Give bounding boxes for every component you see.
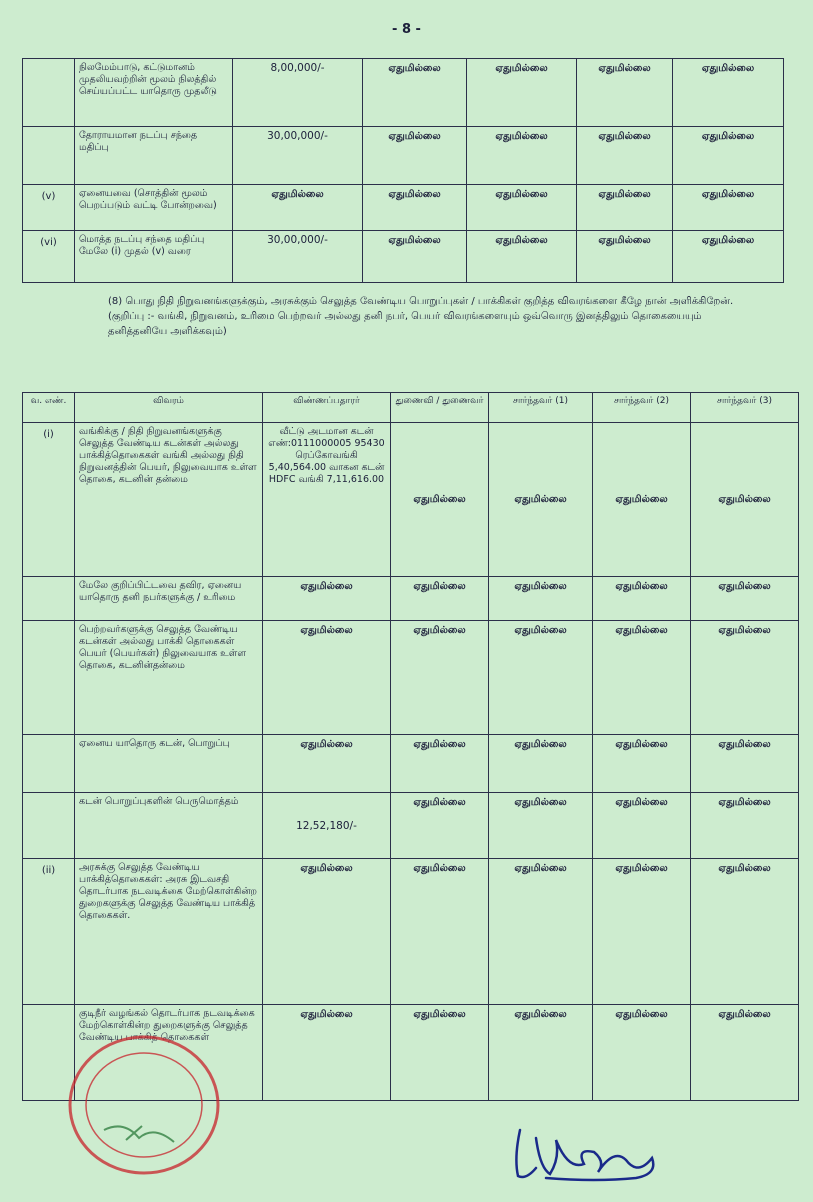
note-line: (8) பொது நிதி நிறுவனங்களுக்கும், அரசுக்கும் செலுத்த வேண்டிய பொறுப்புகள் / பாக்கிகள் குறித்த விவரங்களை கீழே நான் அளிக்கிறேன்.: [108, 296, 734, 307]
official-seal-stamp: [64, 1030, 224, 1180]
table-row: தோராயமான நடப்பு சந்தை மதிப்பு 30,00,000/- ஏதுமில்லை ஏதுமில்லை ஏதுமில்லை ஏதுமில்லை: [23, 127, 784, 185]
applicant-value: வீட்டு அடமான கடன் எண்:0111000005 95430 ரெப்கோவங்கி 5,40,564.00 வாகன கடன் HDFC வங்கி 7,11,616.00: [263, 423, 391, 577]
applicant-value: 8,00,000/-: [233, 59, 363, 127]
table-row: பெற்றவர்களுக்கு செலுத்த வேண்டிய கடன்கள் அல்லது பாக்கி தொகைகள் பெயர் (பெயர்கள்) நிலுவையாக உள்ள தொகை, கடனின்தன்மை ஏதுமில்லை ஏதுமில்லை ஏதுமில்லை ஏதுமில்லை ஏதுமில்லை: [23, 621, 799, 735]
applicant-value: 30,00,000/-: [233, 127, 363, 185]
signature: [506, 1118, 666, 1188]
table-header-row: [23, 393, 799, 423]
row-description: நிலமேம்பாடு, கட்டுமானம் முதலியவற்றின் மூலம் நிலத்தில் செய்யப்பட்ட யாதொரு முதலீடு: [75, 59, 233, 127]
note-line: (குறிப்பு :- வங்கி, நிறுவனம், உரிமை பெற்றவர் அல்லது தனி நபர், பெயர் விவரங்களையும் ஒவ்வொரு இனத்திலும் தொகையையும் தனித்தனியே அளிக்கவும்): [108, 311, 702, 337]
table-row: (v) ஏனையவை (சொத்தின் மூலம் பெறப்படும் வட்டி போன்றவை) ஏதுமில்லை ஏதுமில்லை ஏதுமில்லை ஏதுமில்லை ஏதுமில்லை: [23, 185, 784, 231]
applicant-value: ஏதுமில்லை: [263, 735, 391, 793]
applicant-value: ஏதுமில்லை: [263, 621, 391, 735]
row-description: ஏனையவை (சொத்தின் மூலம் பெறப்படும் வட்டி போன்றவை): [75, 185, 233, 231]
column-header: சார்ந்தவர் (2): [593, 393, 691, 423]
table-row: கடன் பொறுப்புகளின் பெருமொத்தம் 12,52,180/- ஏதுமில்லை ஏதுமில்லை ஏதுமில்லை ஏதுமில்லை: [23, 793, 799, 859]
column-header: வ. எண்.: [23, 393, 75, 423]
applicant-value: ஏதுமில்லை: [233, 185, 363, 231]
row-description: கடன் பொறுப்புகளின் பெருமொத்தம்: [75, 793, 263, 859]
table-row: (vi) மொத்த நடப்பு சந்தை மதிப்பு மேலே (i) முதல் (v) வரை 30,00,000/- ஏதுமில்லை ஏதுமில்லை ஏதுமில்லை ஏதுமில்லை: [23, 231, 784, 283]
applicant-value: 30,00,000/-: [233, 231, 363, 283]
applicant-value: 12,52,180/-: [263, 793, 391, 859]
table-row: (ii) அரசுக்கு செலுத்த வேண்டிய பாக்கித்தொகைகள்: அரசு இடவசதி தொடர்பாக நடவடிக்கை மேற்கொள்கின்ற துறைகளுக்கு செலுத்த வேண்டிய பாக்கித் தொகைகள். ஏதுமில்லை ஏதுமில்லை ஏதுமில்லை ஏதுமில்லை ஏதுமில்லை: [23, 859, 799, 1005]
column-header: விண்ணப்பதாரர்: [263, 393, 391, 423]
row-description: அரசுக்கு செலுத்த வேண்டிய பாக்கித்தொகைகள்: அரசு இடவசதி தொடர்பாக நடவடிக்கை மேற்கொள்கின்ற துறைகளுக்கு செலுத்த வேண்டிய பாக்கித் தொகைகள்.: [75, 859, 263, 1005]
row-description: குடிநீர் வழங்கல் தொடர்பாக நடவடிக்கை மேற்கொள்கின்ற துறைகளுக்கு செலுத்த வேண்டிய பாக்கித் தொகைகள்: [75, 1005, 263, 1101]
page-number: - 8 -: [392, 22, 421, 37]
table-row: ஏனைய யாதொரு கடன், பொறுப்பு ஏதுமில்லை ஏதுமில்லை ஏதுமில்லை ஏதுமில்லை ஏதுமில்லை: [23, 735, 799, 793]
column-header: விவரம்: [75, 393, 263, 423]
table-row: (i) வங்கிக்கு / நிதி நிறுவனங்களுக்கு செலுத்த வேண்டிய கடன்கள் அல்லது பாக்கித்தொகைகள் வங்கி அல்லது நிதி நிறுவனத்தின் பெயர், நிலுவையாக உள்ள தொகை, கடனின் தன்மை வீட்டு அடமான கடன் எண்:0111000005 95430 ரெப்கோவங்கி 5,40,564.00 வாகன கடன் HDFC வங்கி 7,11,616.00 ஏதுமில்லை ஏதுமில்லை ஏதுமில்லை ஏதுமில்லை: [23, 423, 799, 577]
assets-table: [22, 58, 784, 283]
column-header: துணைவி / துணைவர்: [391, 393, 489, 423]
table-row: நிலமேம்பாடு, கட்டுமானம் முதலியவற்றின் மூலம் நிலத்தில் செய்யப்பட்ட யாதொரு முதலீடு 8,00,000/- ஏதுமில்லை ஏதுமில்லை ஏதுமில்லை ஏதுமில்லை: [23, 59, 784, 127]
column-header: சார்ந்தவர் (3): [691, 393, 799, 423]
table-row: மேலே குறிப்பிட்டவை தவிர, ஏனைய யாதொரு தனி நபர்களுக்கு / உரிமை ஏதுமில்லை ஏதுமில்லை ஏதுமில்லை ஏதுமில்லை ஏதுமில்லை: [23, 577, 799, 621]
applicant-value: ஏதுமில்லை: [263, 859, 391, 1005]
row-description: மொத்த நடப்பு சந்தை மதிப்பு மேலே (i) முதல் (v) வரை: [75, 231, 233, 283]
liabilities-note: [100, 294, 750, 339]
applicant-value: ஏதுமில்லை: [263, 577, 391, 621]
row-description: தோராயமான நடப்பு சந்தை மதிப்பு: [75, 127, 233, 185]
applicant-value: ஏதுமில்லை: [263, 1005, 391, 1101]
row-description: வங்கிக்கு / நிதி நிறுவனங்களுக்கு செலுத்த வேண்டிய கடன்கள் அல்லது பாக்கித்தொகைகள் வங்கி அல்லது நிதி நிறுவனத்தின் பெயர், நிலுவையாக உள்ள தொகை, கடனின் தன்மை: [75, 423, 263, 577]
table-row: குடிநீர் வழங்கல் தொடர்பாக நடவடிக்கை மேற்கொள்கின்ற துறைகளுக்கு செலுத்த வேண்டிய பாக்கித் தொகைகள் ஏதுமில்லை ஏதுமில்லை ஏதுமில்லை ஏதுமில்லை ஏதுமில்லை: [23, 1005, 799, 1101]
column-header: சார்ந்தவர் (1): [489, 393, 593, 423]
row-description: மேலே குறிப்பிட்டவை தவிர, ஏனைய யாதொரு தனி நபர்களுக்கு / உரிமை: [75, 577, 263, 621]
row-description: பெற்றவர்களுக்கு செலுத்த வேண்டிய கடன்கள் அல்லது பாக்கி தொகைகள் பெயர் (பெயர்கள்) நிலுவையாக உள்ள தொகை, கடனின்தன்மை: [75, 621, 263, 735]
row-description: ஏனைய யாதொரு கடன், பொறுப்பு: [75, 735, 263, 793]
liabilities-table: [22, 392, 799, 1101]
